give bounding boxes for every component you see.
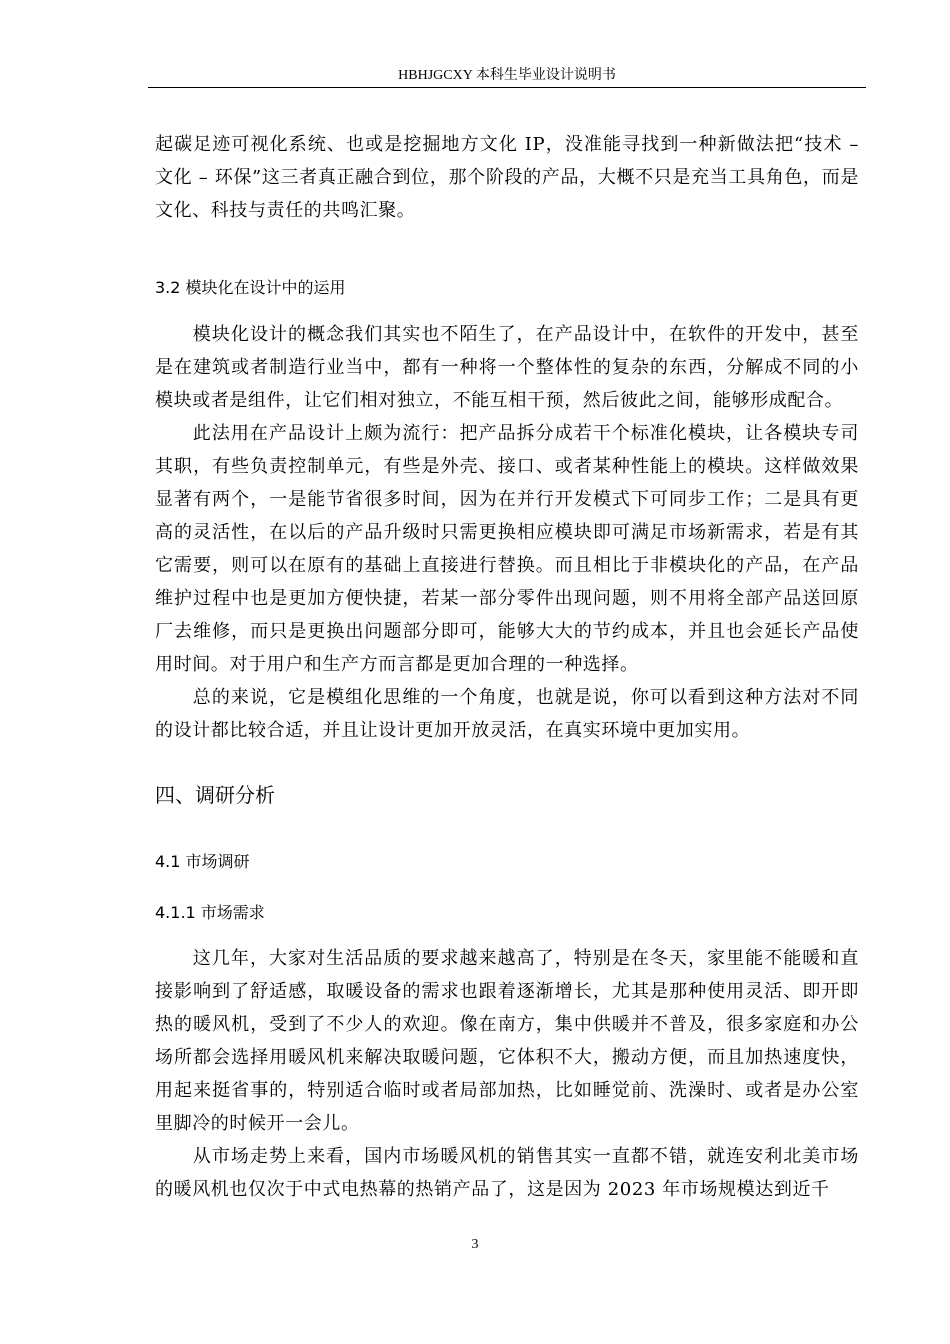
section-heading-4-1-1: 4.1.1 市场需求 [155,903,265,922]
running-header: HBHJGCXY 本科生毕业设计说明书 [398,68,616,83]
paragraph-modular-application: 此法用在产品设计上颇为流行：把产品拆分成若干个标准化模块，让各模块专司其职，有些负责控制单元，有些是外壳、接口、或者某种性能上的模块。这样做效果显著有两个，一是能节省很多时间，因为在并行开发模式下可同步工作；二是具有更高的灵活性，在以后的产品升级时只需更换相应模块即可满足市场新需求，若是有其它需要，则可以在原有的基础上直接进行替换。而且相比于非模块化的产品，在产品维护过程中也是更加方便快捷，若某一部分零件出现问题，则不用将全部产品送回原厂去维修，而只是更换出问题部分即可，能够大大的节约成本，并且也会延长产品使用时间。对于用户和生产方而言都是更加合理的一种选择。 [155,423,859,675]
paragraph-market-trend: 从市场走势上来看，国内市场暖风机的销售其实一直都不错，就连安利北美市场的暖风机也仅次于中式电热幕的热销产品了，这是因为 2023 年市场规模达到近千 [155,1146,859,1200]
page-body [155,128,859,1206]
section-heading-3-2: 3.2 模块化在设计中的运用 [155,278,346,297]
paragraph-intro-continued: 起碳足迹可视化系统、也或是挖掘地方文化 IP，没准能寻找到一种新做法把“技术 – 文化 – 环保”这三者真正融合到位，那个阶段的产品，大概不只是充当工具角色，而是文化、科技与责任的共鸣汇聚。 [155,134,859,221]
header-rule [148,87,866,88]
section-heading-4-1: 4.1 市场调研 [155,852,250,871]
paragraph-modular-concept: 模块化设计的概念我们其实也不陌生了，在产品设计中，在软件的开发中，甚至是在建筑或者制造行业当中，都有一种将一个整体性的复杂的东西，分解成不同的小模块或者是组件，让它们相对独立，不能互相干预，然后彼此之间，能够形成配合。 [155,324,859,411]
chapter-heading-4: 四、调研分析 [155,783,275,807]
page-number: 3 [471,1237,479,1252]
paragraph-market-demand: 这几年，大家对生活品质的要求越来越高了，特别是在冬天，家里能不能暖和直接影响到了舒适感，取暖设备的需求也跟着逐渐增长，尤其是那种使用灵活、即开即热的暖风机，受到了不少人的欢迎。像在南方，集中供暖并不普及，很多家庭和办公场所都会选择用暖风机来解决取暖问题，它体积不大，搬动方便，而且加热速度快，用起来挺省事的，特别适合临时或者局部加热，比如睡觉前、洗澡时、或者是办公室里脚冷的时候开一会儿。 [155,948,859,1134]
paragraph-modular-summary: 总的来说，它是模组化思维的一个角度，也就是说，你可以看到这种方法对不同的设计都比较合适，并且让设计更加开放灵活，在真实环境中更加实用。 [155,687,859,741]
